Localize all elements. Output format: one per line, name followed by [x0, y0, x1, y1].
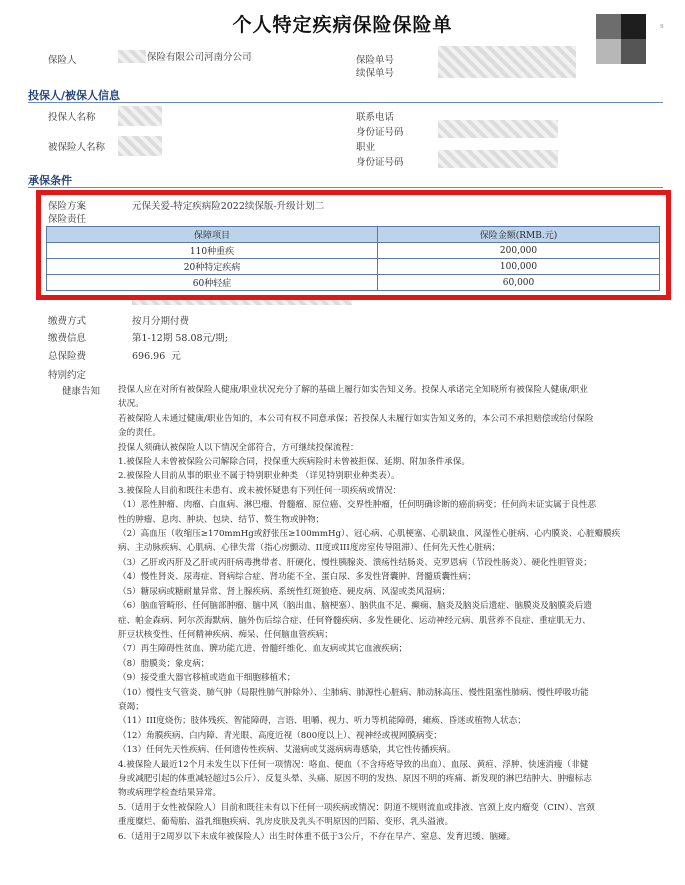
redacted-insured	[118, 136, 162, 156]
phone-label: 联系电话	[356, 112, 395, 123]
notice-line: 物或病理学检查结果异常。	[118, 788, 222, 799]
special-terms-label: 特别约定	[48, 370, 87, 381]
notice-line: 肝豆状核变性、任何精神疾病、痴呆、任何脑血管疾病；	[118, 629, 333, 640]
notice-line: （10）慢性支气管炎、肺气肿（局限性肺气肿除外）、尘肺病、肺源性心脏病、肺动脉高压、慢性阻塞性肺病、慢性呼吸功能	[118, 687, 589, 698]
section-divider	[28, 102, 663, 103]
pay-info-label: 缴费信息	[48, 333, 87, 344]
section-divider	[28, 187, 663, 188]
coverage-item: 110种重疾	[47, 243, 378, 259]
table-header-amount: 保险金额(RMB.元)	[378, 227, 660, 243]
id-number-label-2: 身份证号码	[356, 157, 404, 168]
notice-line: 性的肿瘤、息肉、肿块、包块、结节、赘生物或肿物；	[118, 514, 325, 525]
notice-line: 重度糜烂、葡萄胎、溢乳细胞疾病、乳房皮肤及乳头不明原因的凹陷、变形、乳头溢液。	[118, 817, 454, 828]
notice-line: 2.被保险人目前从事的职业不属于特别职业种类 （详见特别职业种类表）。	[118, 471, 400, 482]
notice-line: （5）糖尿病或糖耐量异常、肾上腺疾病、系统性红斑狼疮、硬皮病、风湿或类风湿病；	[118, 586, 451, 597]
occupation-label: 职业	[356, 142, 376, 153]
notice-line: 3.被保险人目前和既往未患有、或未被怀疑患有下列任何一项疾病或情况：	[118, 485, 402, 496]
coverage-item: 20种特定疾病	[47, 259, 378, 275]
notice-line: 投保人应在对所有被保险人健康/职业状况充分了解的基础上履行如实告知义务。投保人承诺完全知晓所有被保险人健康/职业	[118, 385, 588, 395]
coverage-amount: 60,000	[378, 275, 660, 291]
notice-line: （4）慢性肾炎、尿毒症、肾病综合症、肾功能不全、蛋白尿、多发性肾囊肿、肾髓质囊性病；	[118, 572, 476, 583]
applicant-name-label: 投保人名称	[48, 112, 96, 123]
total-premium-value: 696.96 元	[132, 351, 181, 362]
page-marker: s	[660, 22, 664, 30]
notice-line: （12）角膜疾病、白内障、青光眼、高度近视（800度以上）、视神经或视网膜病变；	[118, 730, 442, 741]
plan-value: 元保关爱-特定疾病险2022续保版-升级计划二	[132, 201, 325, 212]
pay-info-value: 第1-12期 58.08元/期;	[132, 333, 228, 344]
notice-line: （9）接受重大器官移植或造血干细胞移植术；	[118, 673, 296, 684]
health-notice-text	[118, 383, 663, 844]
page-title: 个人特定疾病保险保险单	[232, 14, 453, 36]
notice-line: 1.被保险人未曾被保险公司解除合同，投保重大疾病险时未曾被拒保、延期、附加条件承保。	[118, 457, 470, 468]
health-notice-label: 健康告知	[62, 386, 101, 397]
notice-line: 5.（适用于女性被保险人）目前和既往未有以下任何一项疾病或情况：阴道不规则流血或排液、宫颈上皮内瘤变（CIN）、宫颈	[118, 802, 595, 813]
redacted-block	[118, 50, 146, 63]
notice-line: 投保人须确认被保险人以下情况全部符合，方可继续投保流程：	[118, 442, 359, 453]
notice-line: （3）乙肝或丙肝及乙肝或丙肝病毒携带者、肝硬化、慢性胰腺炎、溃疡性结肠炎、克罗恩病（节段性肠炎）、硬化性胆管炎；	[118, 557, 592, 568]
redacted-id-2	[438, 150, 558, 168]
qr-code-icon	[596, 14, 646, 64]
notice-line: 4.被保险人最近12个月未发生以下任何一项情况：咯血、便血（不含痔疮导致的出血）、血尿、黄疸、浮肿、快速消瘦（非健	[118, 759, 589, 770]
notice-line: （11）III度烧伤；肢体残疾、智能障碍，言语、咀嚼、视力、听力等机能障碍，瘫痪、昏迷或植物人状态；	[118, 716, 526, 727]
notice-line: （7）再生障碍性贫血、脾功能亢进、骨髓纤维化、血友病或其它血液疾病；	[118, 644, 408, 655]
redacted-id-1	[438, 120, 558, 138]
renew-no-label: 续保单号	[356, 68, 395, 79]
coverage-amount: 200,000	[378, 243, 660, 259]
coverage-item: 60种轻症	[47, 275, 378, 291]
insurer-value: 保险有限公司河南分公司	[147, 52, 252, 63]
plan-label: 保险方案	[48, 201, 87, 212]
redacted-policy-number	[438, 46, 576, 78]
notice-line: （6）脑血管畸形、任何脑部肿瘤、脑中风（脑出血、脑梗塞）、脑供血不足、癫痫、脑炎及脑炎后遗症、脑膜炎及脑膜炎后遗	[118, 601, 592, 612]
notice-line: 6.（适用于2周岁以下未成年被保险人）出生时体重不低于3公斤，不存在早产、窒息、发育迟缓、脑瘫。	[118, 831, 516, 842]
pay-method-value: 按月分期付费	[132, 316, 190, 327]
notice-line: 身或减肥引起的体重减轻超过5公斤）、反复头晕、头痛、原因不明的发热、原因不明的疼痛、新发现的淋巴结肿大、肿瘤标志	[118, 773, 592, 784]
notice-line: （8）脂膜炎；象皮病；	[118, 658, 210, 669]
notice-line: 衰竭；	[118, 701, 144, 712]
notice-line: （1）恶性肿瘤、肉瘤、白血病、淋巴瘤、骨髓瘤、原位癌、交界性肿瘤，任何明确诊断的癌前病变；任何尚未证实属于良性恶	[118, 500, 597, 511]
policy-no-label: 保险单号	[356, 55, 395, 66]
pay-method-label: 缴费方式	[48, 316, 87, 327]
table-header-item: 保障项目	[47, 227, 378, 243]
notice-line: 金的责任。	[118, 428, 161, 439]
notice-line: （2）高血压（收缩压≥170mmHg或舒张压≥100mmHg）、冠心病、心肌梗塞、心肌缺血、风湿性心脏病、心内膜炎、心脏瓣膜疾	[118, 529, 621, 540]
notice-line: 若被保险人未通过健康/职业告知的，本公司有权不同意承保；若投保人未履行如实告知义务的，本公司不承担赔偿或给付保险	[118, 413, 594, 424]
insurer-field	[118, 49, 252, 63]
notice-line: 病、主动脉疾病、心肌病、心律失常（指心房颤动、II度或III度房室传导阻滞）、任何先天性心脏病；	[118, 543, 501, 554]
redacted-applicant	[118, 106, 162, 126]
highlight-frame	[36, 190, 671, 300]
coverage-amount: 100,000	[378, 259, 660, 275]
id-number-label: 身份证号码	[356, 127, 404, 138]
notice-line: 状况。	[118, 399, 144, 410]
notice-line: （13）任何先天性疾病、任何遗传性疾病、艾滋病或艾滋病病毒感染，其它性传播疾病。	[118, 745, 456, 756]
section-applicant-title: 投保人/被保人信息	[28, 89, 121, 102]
obscured-line	[132, 300, 352, 305]
section-conditions-title: 承保条件	[28, 174, 72, 187]
total-premium-label: 总保险费	[48, 351, 87, 362]
notice-line: 症、帕金森病、阿尔茨海默病、脑外伤后综合症、任何脊髓疾病、多发性硬化、运动神经元病、肌营养不良症、重症肌无力、	[118, 615, 591, 626]
insured-name-label: 被保险人名称	[48, 142, 106, 153]
insurer-label: 保险人	[48, 55, 77, 66]
duty-label: 保险责任	[48, 214, 87, 225]
